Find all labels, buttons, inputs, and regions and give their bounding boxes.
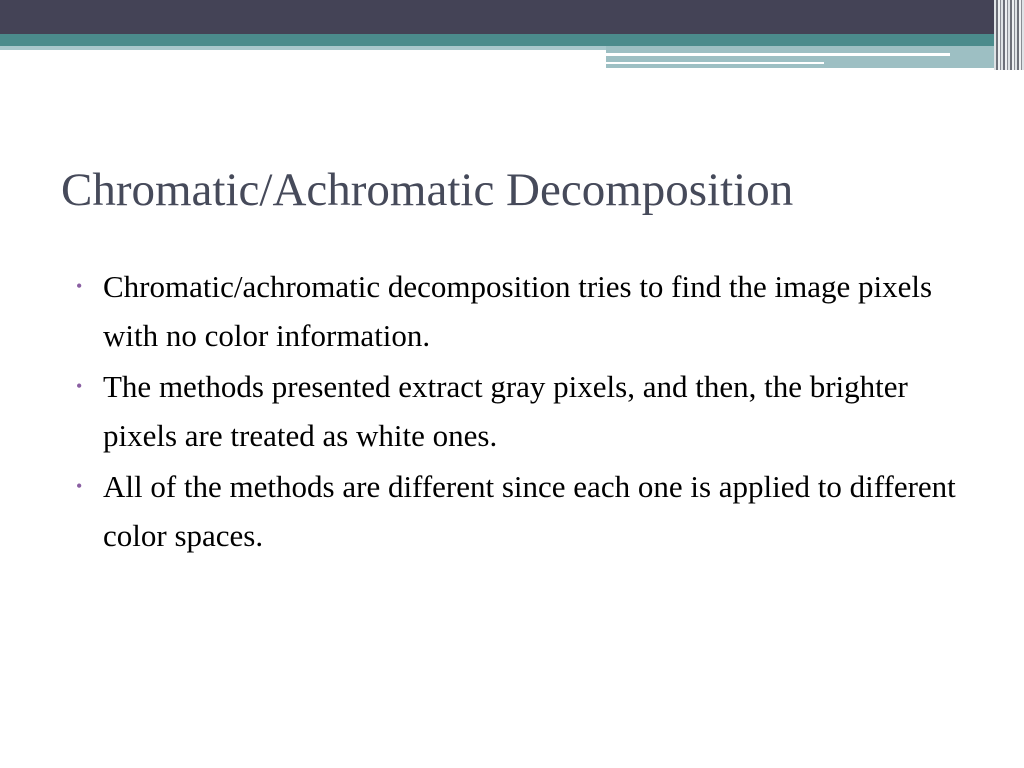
slide-title: Chromatic/Achromatic Decomposition [61,164,794,216]
bullet-text: The methods presented extract gray pixels, and then, the brighter pixels are treated as white ones. [103,369,908,453]
bullet-item [76,462,976,560]
header-accent-line [606,68,1024,71]
bullet-item [76,362,976,460]
header-accent-line [606,53,950,56]
header-accent-line [606,62,824,64]
bullet-dot-icon: • [76,376,83,396]
bullet-text: Chromatic/achromatic decomposition tries to find the image pixels with no color information. [103,269,933,353]
bullet-item [76,262,976,360]
bullet-list [76,262,976,562]
header-teal-bar [0,34,1024,46]
bullet-dot-icon: • [76,276,83,296]
bullet-text: All of the methods are different since each one is applied to different color spaces. [103,469,956,553]
header-dark-bar [0,0,1024,34]
header-stripes-decoration [994,0,1024,70]
bullet-dot-icon: • [76,476,83,496]
header-accent-block [606,46,1024,68]
